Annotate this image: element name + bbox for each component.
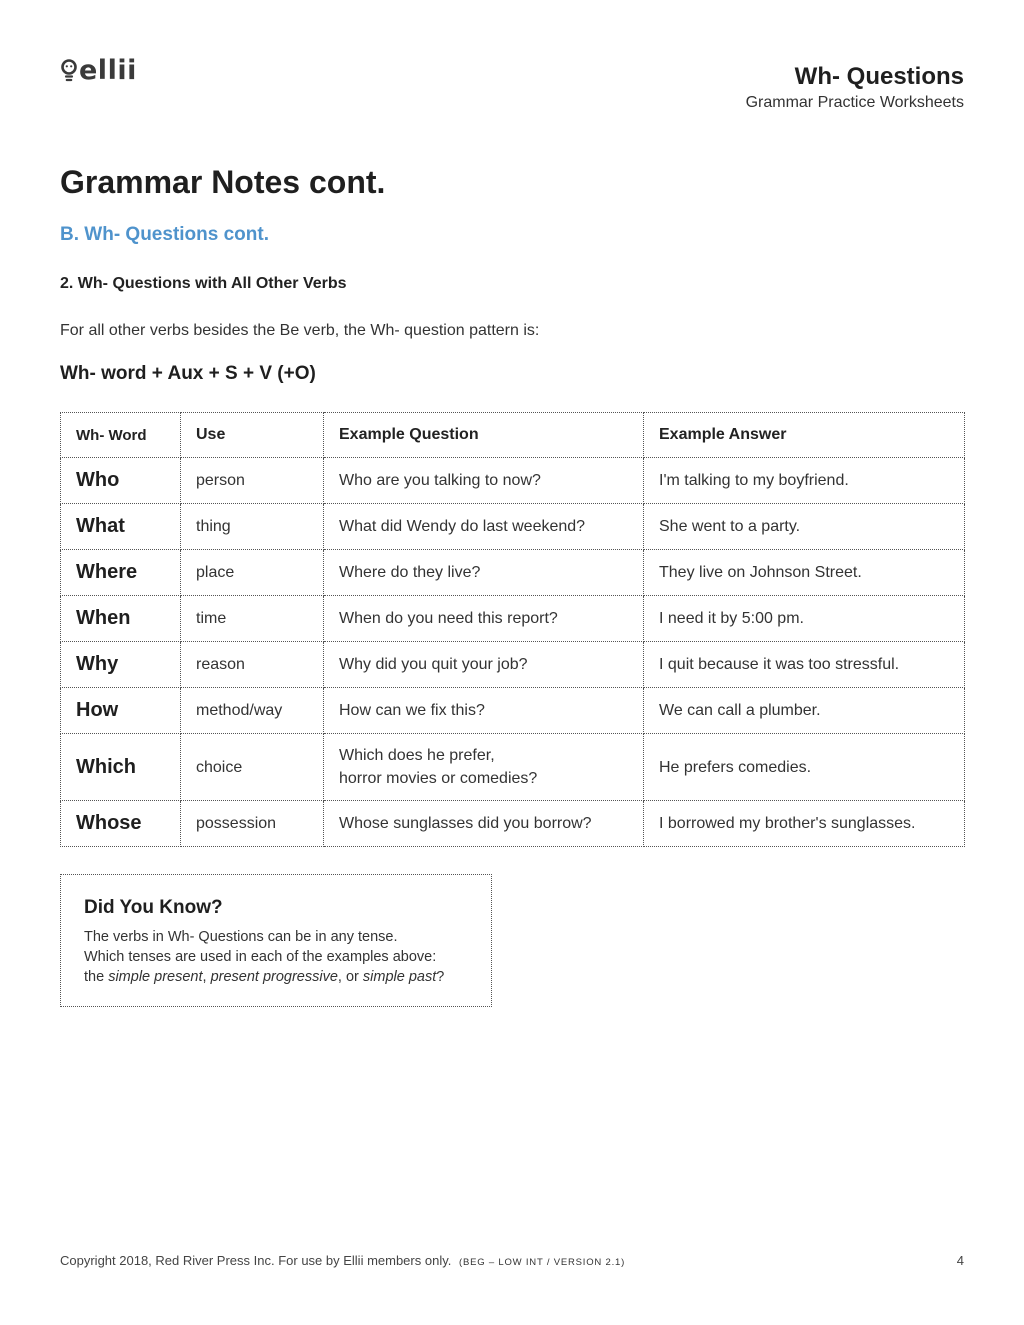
example-answer-cell: I quit because it was too stressful. xyxy=(644,642,965,688)
did-you-know-line: The verbs in Wh- Questions can be in any tense. xyxy=(84,929,398,945)
example-question-cell xyxy=(324,734,644,801)
wh-word-cell: What xyxy=(61,504,181,550)
example-question-cell: Whose sunglasses did you borrow? xyxy=(324,801,644,847)
worksheet-subtitle: Grammar Practice Worksheets xyxy=(745,94,964,111)
worksheet-header xyxy=(746,62,964,114)
use-cell: choice xyxy=(181,734,324,801)
table-row xyxy=(61,458,965,504)
table-row xyxy=(61,550,965,596)
wh-word-cell: Which xyxy=(61,734,181,801)
worksheet-title: Wh- Questions xyxy=(794,63,964,90)
did-you-know-body xyxy=(84,927,469,987)
line-end: ? xyxy=(436,969,445,985)
separator: , xyxy=(202,969,207,985)
level-version-text: (BEG – LOW INT / VERSION 2.1) xyxy=(458,1257,626,1268)
use-cell: possession xyxy=(181,801,324,847)
tense-present-progressive: present progressive xyxy=(210,969,338,985)
use-cell: person xyxy=(181,458,324,504)
ellii-logo xyxy=(60,56,137,86)
use-cell: place xyxy=(181,550,324,596)
column-header-example-answer: Example Answer xyxy=(644,413,965,458)
footer xyxy=(60,1251,625,1273)
use-cell: reason xyxy=(181,642,324,688)
table-row xyxy=(61,688,965,734)
example-question-cell: Where do they live? xyxy=(324,550,644,596)
wh-words-table xyxy=(60,412,965,847)
logo-wordmark: ellii xyxy=(79,55,137,86)
tense-simple-present: simple present xyxy=(108,969,203,985)
table-header-row xyxy=(61,413,965,458)
example-question-cell: How can we fix this? xyxy=(324,688,644,734)
wh-word-cell: Whose xyxy=(61,801,181,847)
did-you-know-title: Did You Know? xyxy=(84,897,223,918)
copyright-text: Copyright 2018, Red River Press Inc. For use by Ellii members only. xyxy=(60,1253,452,1268)
use-cell: time xyxy=(181,596,324,642)
example-answer-cell: We can call a plumber. xyxy=(644,688,965,734)
table-row xyxy=(61,596,965,642)
subsection-title: 2. Wh- Questions with All Other Verbs xyxy=(60,275,347,292)
example-question-cell: Why did you quit your job? xyxy=(324,642,644,688)
example-question-line: horror movies or comedies? xyxy=(339,770,538,787)
separator: , or xyxy=(337,969,359,985)
example-answer-cell: She went to a party. xyxy=(644,504,965,550)
page-number: 4 xyxy=(956,1253,964,1268)
table-row xyxy=(61,801,965,847)
section-title: B. Wh- Questions cont. xyxy=(60,224,269,245)
wh-word-cell: How xyxy=(61,688,181,734)
use-cell: thing xyxy=(181,504,324,550)
question-pattern: Wh- word + Aux + S + V (+O) xyxy=(60,363,316,384)
lightbulb-icon xyxy=(60,58,78,84)
wh-word-cell: Why xyxy=(61,642,181,688)
example-question-cell: Who are you talking to now? xyxy=(324,458,644,504)
example-answer-cell: They live on Johnson Street. xyxy=(644,550,965,596)
wh-word-cell: When xyxy=(61,596,181,642)
table-row xyxy=(61,734,965,801)
example-question-cell: What did Wendy do last weekend? xyxy=(324,504,644,550)
tense-simple-past: simple past xyxy=(362,969,437,985)
example-answer-cell: He prefers comedies. xyxy=(644,734,965,801)
table-row xyxy=(61,642,965,688)
example-question-cell: When do you need this report? xyxy=(324,596,644,642)
did-you-know-line: Which tenses are used in each of the examples above: xyxy=(84,949,437,965)
example-answer-cell: I need it by 5:00 pm. xyxy=(644,596,965,642)
column-header-wh-word: Wh- Word xyxy=(61,413,181,458)
example-question-line: Which does he prefer, xyxy=(339,747,495,764)
did-you-know-line xyxy=(84,967,469,987)
column-header-use: Use xyxy=(181,413,324,458)
wh-word-cell: Who xyxy=(61,458,181,504)
intro-text: For all other verbs besides the Be verb, the Wh- question pattern is: xyxy=(60,322,540,339)
example-answer-cell: I'm talking to my boyfriend. xyxy=(644,458,965,504)
page-title: Grammar Notes cont. xyxy=(60,164,386,200)
use-cell: method/way xyxy=(181,688,324,734)
wh-word-cell: Where xyxy=(61,550,181,596)
did-you-know-box xyxy=(60,874,492,1007)
line-prefix: the xyxy=(84,969,105,985)
example-answer-cell: I borrowed my brother's sunglasses. xyxy=(644,801,965,847)
table-row xyxy=(61,504,965,550)
column-header-example-question: Example Question xyxy=(324,413,644,458)
